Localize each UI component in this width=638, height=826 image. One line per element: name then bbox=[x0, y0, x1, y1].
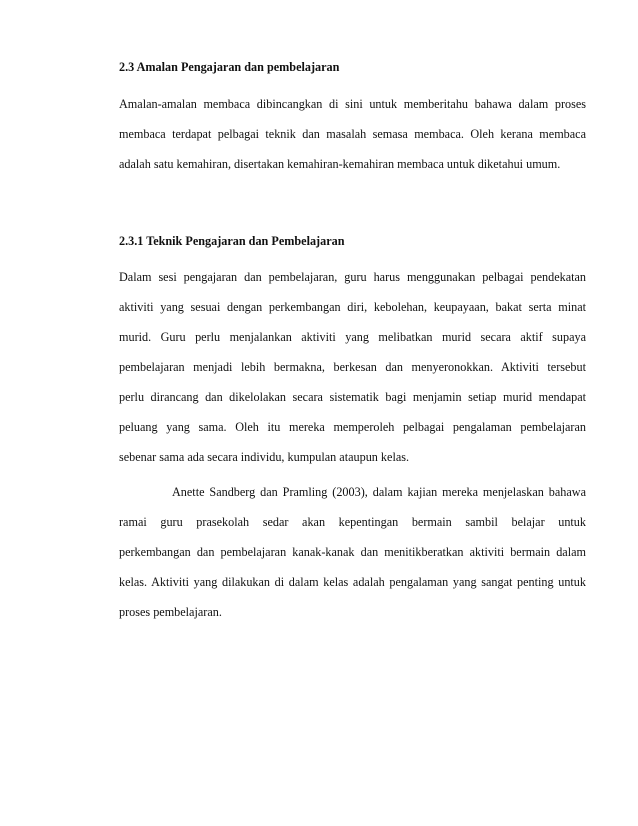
paragraph-line: perlu dirancang dan dikelolakan secara sistematik bagi menjamin setiap murid mendapat bbox=[119, 390, 586, 404]
paragraph-line: sebenar sama ada secara individu, kumpulan ataupun kelas. bbox=[119, 450, 410, 464]
section-heading-2-3: 2.3 Amalan Pengajaran dan pembelajaran bbox=[119, 60, 340, 74]
paragraph-line: kelas. Aktiviti yang dilakukan di dalam kelas adalah pengalaman yang sangat penting untuk bbox=[119, 575, 586, 589]
paragraph-line: perkembangan dan pembelajaran kanak-kanak dan menitikberatkan aktiviti bermain dalam bbox=[119, 545, 586, 559]
paragraph-line: Anette Sandberg dan Pramling (2003), dalam kajian mereka menjelaskan bahawa bbox=[172, 485, 586, 499]
paragraph-anette-sandberg bbox=[119, 477, 586, 627]
paragraph-line: murid. Guru perlu menjalankan aktiviti yang melibatkan murid secara aktif supaya bbox=[119, 330, 586, 344]
paragraph-line: Amalan-amalan membaca dibincangkan di sini untuk memberitahu bahawa dalam proses bbox=[119, 97, 586, 111]
paragraph-teknik-pengajaran bbox=[119, 262, 586, 472]
paragraph-amalan-membaca bbox=[119, 89, 586, 179]
paragraph-line: aktiviti yang sesuai dengan perkembangan diri, kebolehan, keupayaan, bakat serta minat bbox=[119, 300, 586, 314]
section-heading-2-3-1: 2.3.1 Teknik Pengajaran dan Pembelajaran bbox=[119, 234, 345, 248]
paragraph-line: adalah satu kemahiran, disertakan kemahiran-kemahiran membaca untuk diketahui umum. bbox=[119, 157, 561, 171]
paragraph-line: peluang yang sama. Oleh itu mereka memperoleh pelbagai pengalaman pembelajaran bbox=[119, 420, 586, 434]
paragraph-line: proses pembelajaran. bbox=[119, 605, 222, 619]
paragraph-line: pembelajaran menjadi lebih bermakna, berkesan dan menyeronokkan. Aktiviti tersebut bbox=[119, 360, 586, 374]
paragraph-line: ramai guru prasekolah sedar akan kepentingan bermain sambil belajar untuk bbox=[119, 515, 586, 529]
paragraph-line: Dalam sesi pengajaran dan pembelajaran, guru harus menggunakan pelbagai pendekatan bbox=[119, 270, 586, 284]
paragraph-line: membaca terdapat pelbagai teknik dan masalah semasa membaca. Oleh kerana membaca bbox=[119, 127, 586, 141]
